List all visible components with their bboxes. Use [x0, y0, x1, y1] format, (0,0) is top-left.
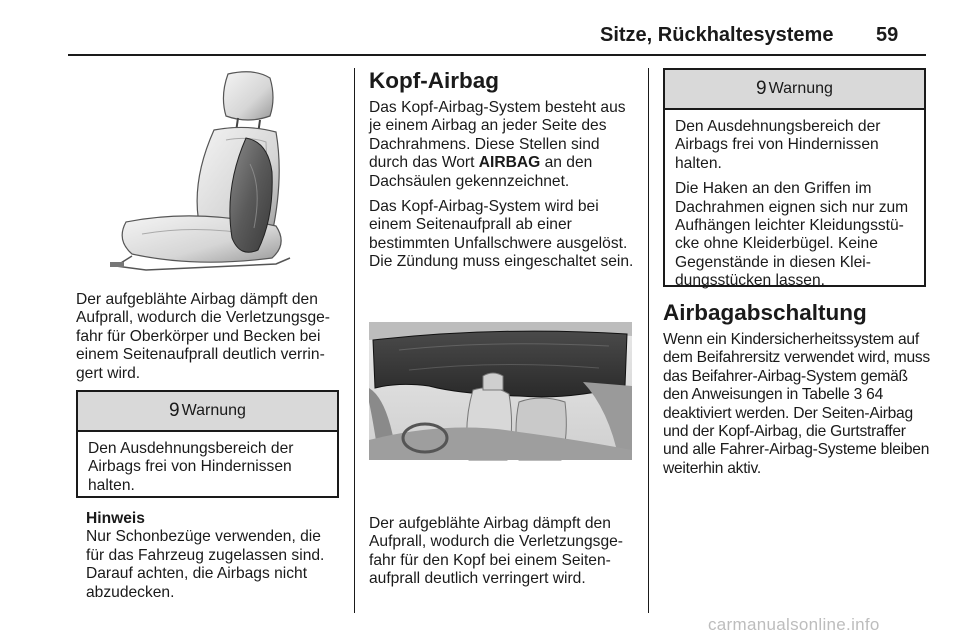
warning-title: Warnung — [181, 402, 246, 419]
note-text: Nur Schonbezüge verwenden, die für das Fahrzeug zugelassen sind. Darauf achten, die Airbags nicht abzudecken. — [86, 528, 325, 601]
warning-body — [78, 432, 337, 495]
curtain-airbag-caption: Der aufgeblähte Airbag dämpft den Aufprall, wodurch die Verletzungsgefahr für den Kopf bei einem Seitenaufprall deutlich verringert wird. — [369, 515, 623, 588]
section-heading-airbag-deactivation: Airbagabschaltung — [663, 300, 867, 325]
head-airbag-deployment: Das Kopf-Airbag-System wird bei einem Seitenaufprall ab einer bestimmten Unfallschwere ausgelöst. Die Zündung muss eingeschaltet sein. — [369, 198, 634, 271]
airbag-label-term: AIRBAG — [478, 154, 541, 172]
column-divider-right — [648, 68, 649, 613]
text-run: Wenn ein Kindersicherheitssystem auf dem Beifahrersitz verwendet wird, muss das Beifahrer-Airbag-System gemäß den Anweisungen in Tabelle — [663, 331, 930, 404]
note-title: Hinweis — [86, 510, 145, 527]
column-divider-left — [354, 68, 355, 613]
text-run: an den Dachsäulen gekennzeichnet. — [369, 154, 593, 190]
airbag-deactivation-section — [663, 300, 933, 478]
warning-text: Den Ausdehnungsbereich der Airbags frei von Hindernissen halten. — [88, 440, 294, 494]
curtain-airbag-illustration — [369, 290, 632, 500]
seat-side-airbag-illustration — [76, 68, 339, 276]
header-rule — [68, 54, 926, 56]
section-heading-head-airbag: Kopf-Airbag — [369, 68, 499, 93]
left-caption-block — [76, 291, 346, 383]
warning-header — [78, 392, 337, 432]
page-reference-arrow-icon: 3 — [853, 386, 863, 404]
warning-title: Warnung — [768, 80, 833, 97]
note-block — [86, 510, 342, 602]
warning-triangle-icon: 9 — [169, 400, 180, 421]
head-airbag-section — [369, 68, 635, 272]
head-airbag-description — [369, 99, 635, 191]
warning-text-clearance: Den Ausdehnungsbereich der Airbags frei von Hindernissen halten. — [675, 118, 881, 172]
warning-text-hooks: Die Haken an den Griffen im Dachrahmen eignen sich nur zum Aufhängen leichter Kleidungsstücke ohne Kleiderbügel. Keine Gegenstände in diesen Kleidungsstücken lassen. — [675, 180, 909, 290]
page-reference-link[interactable]: 64 — [862, 386, 884, 404]
warning-triangle-icon: 9 — [756, 78, 767, 99]
middle-caption-block — [369, 515, 639, 589]
seat-airbag-caption: Der aufgeblähte Airbag dämpft den Aufprall, wodurch die Verletzungsgefahr für Oberkörper und Becken bei einem Seitenaufprall deutlich verringert wird. — [76, 291, 330, 382]
text-run: deaktiviert werden. Der Seiten-Airbag und der Kopf-Airbag, die Gurtstraffer und alle Fahrer-Airbag-Systeme bleiben weiterhin aktiv. — [663, 404, 930, 477]
page-title: Sitze, Rückhaltesysteme — [600, 24, 834, 46]
text-run: Das Kopf-Airbag-System besteht aus je einem Airbag an jeder Seite des Dachrahmens. Diese Stellen sind durch das Wort — [369, 99, 626, 172]
warning-box-left — [76, 390, 339, 498]
warning-header — [665, 70, 924, 110]
warning-body — [665, 110, 924, 291]
page-number: 59 — [876, 24, 899, 46]
watermark: carmanualsonline.info — [708, 615, 880, 634]
warning-box-right — [663, 68, 926, 290]
car-interior-svg — [369, 290, 632, 500]
seat-illustration-svg — [76, 68, 339, 276]
airbag-deactivation-text — [663, 331, 933, 478]
